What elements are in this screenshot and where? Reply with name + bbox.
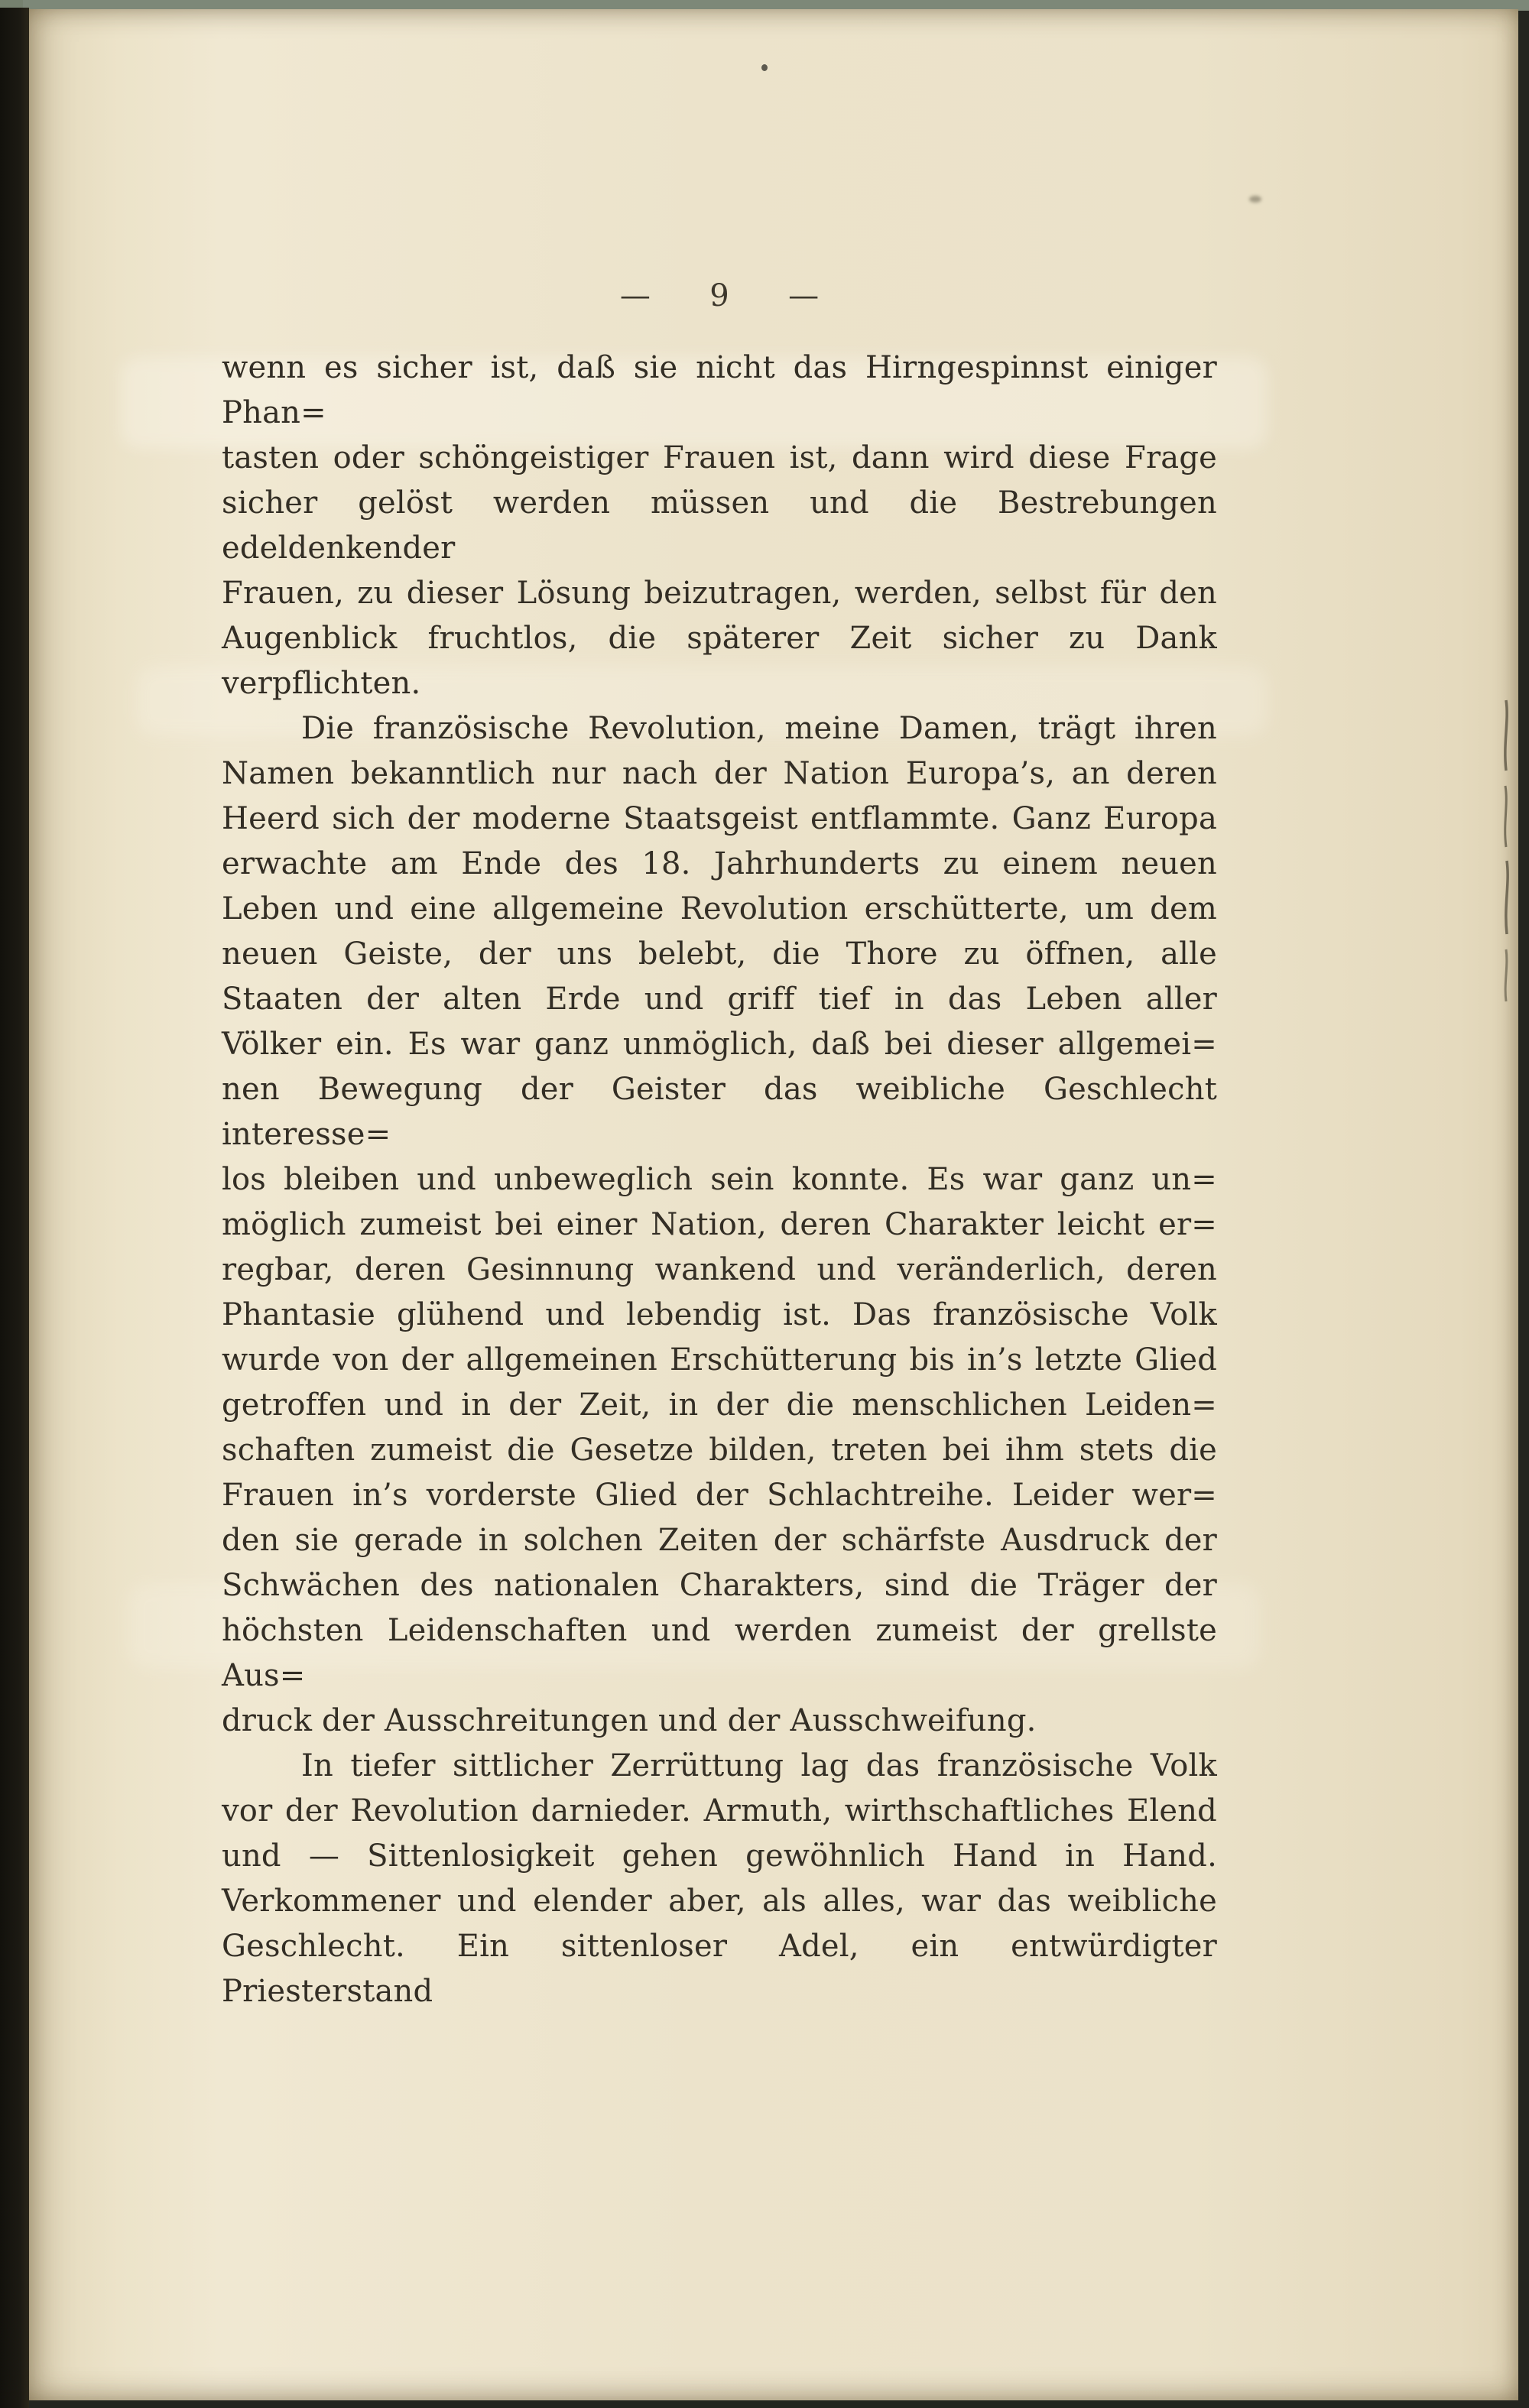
paragraph — [222, 706, 1217, 1744]
paragraph — [222, 1744, 1217, 2014]
text-block — [222, 346, 1217, 2014]
text-line: möglich zumeist bei einer Nation, deren Charakter leicht er= — [222, 1207, 1217, 1242]
text-line: Heerd sich der moderne Staatsgeist entflammte. Ganz Europa — [222, 801, 1217, 836]
text-line: vor der Revolution darnieder. Armuth, wirthschaftliches Elend — [222, 1793, 1217, 1829]
book-page — [29, 9, 1518, 2400]
text-line: druck der Ausschreitungen und der Ausschweifung. — [222, 1703, 1037, 1738]
scan-smudge — [1249, 196, 1261, 203]
text-line: getroffen und in der Zeit, in der die menschlichen Leiden= — [222, 1387, 1217, 1423]
text-line: Namen bekanntlich nur nach der Nation Europa’s, an deren — [222, 756, 1217, 791]
text-line: Die französische Revolution, meine Damen, trägt ihren — [301, 711, 1217, 746]
text-line: wurde von der allgemeinen Erschütterung bis in’s letzte Glied — [222, 1342, 1217, 1378]
text-line: regbar, deren Gesinnung wankend und veränderlich, deren — [222, 1252, 1217, 1287]
text-line: schaften zumeist die Gesetze bilden, treten bei ihm stets die — [222, 1433, 1217, 1468]
text-line: Phantasie glühend und lebendig ist. Das französische Volk — [222, 1297, 1217, 1332]
text-line: erwachte am Ende des 18. Jahrhunderts zu einem neuen — [222, 846, 1217, 881]
text-line: höchsten Leidenschaften und werden zumeist der grellste Aus= — [222, 1613, 1217, 1693]
text-line: Staaten der alten Erde und griff tief in das Leben aller — [222, 982, 1217, 1017]
text-line: los bleiben und unbeweglich sein konnte. Es war ganz un= — [222, 1162, 1217, 1197]
text-line: sicher gelöst werden müssen und die Bestrebungen edeldenkender — [222, 485, 1217, 566]
book-binding-edge — [0, 8, 29, 2408]
paragraph — [222, 346, 1217, 706]
margin-marks — [1494, 697, 1520, 1026]
text-line: tasten oder schöngeistiger Frauen ist, dann wird diese Frage — [222, 440, 1217, 475]
text-line: Geschlecht. Ein sittenloser Adel, ein entwürdigter Priesterstand — [222, 1929, 1217, 2009]
text-line: nen Bewegung der Geister das weibliche Geschlecht interesse= — [222, 1072, 1217, 1152]
text-line: wenn es sicher ist, daß sie nicht das Hirngespinnst einiger Phan= — [222, 350, 1217, 430]
page-number: — 9 — — [619, 278, 820, 313]
text-line: und — Sittenlosigkeit gehen gewöhnlich Hand in Hand. — [222, 1838, 1217, 1874]
scan-speck — [761, 64, 768, 71]
text-line: Verkommener und elender aber, als alles, war das weibliche — [222, 1884, 1217, 1919]
text-line: Schwächen des nationalen Charakters, sind die Träger der — [222, 1568, 1217, 1603]
text-line: Frauen, zu dieser Lösung beizutragen, werden, selbst für den — [222, 576, 1217, 611]
text-line: Leben und eine allgemeine Revolution erschütterte, um dem — [222, 891, 1217, 927]
text-line: den sie gerade in solchen Zeiten der schärfste Ausdruck der — [222, 1523, 1217, 1558]
text-line: Augenblick fruchtlos, die späterer Zeit sicher zu Dank verpflichten. — [222, 621, 1217, 701]
text-line: Völker ein. Es war ganz unmöglich, daß bei dieser allgemei= — [222, 1027, 1217, 1062]
text-line: neuen Geiste, der uns belebt, die Thore zu öffnen, alle — [222, 936, 1217, 972]
text-line: In tiefer sittlicher Zerrüttung lag das französische Volk — [301, 1748, 1217, 1783]
text-line: Frauen in’s vorderste Glied der Schlachtreihe. Leider wer= — [222, 1478, 1217, 1513]
